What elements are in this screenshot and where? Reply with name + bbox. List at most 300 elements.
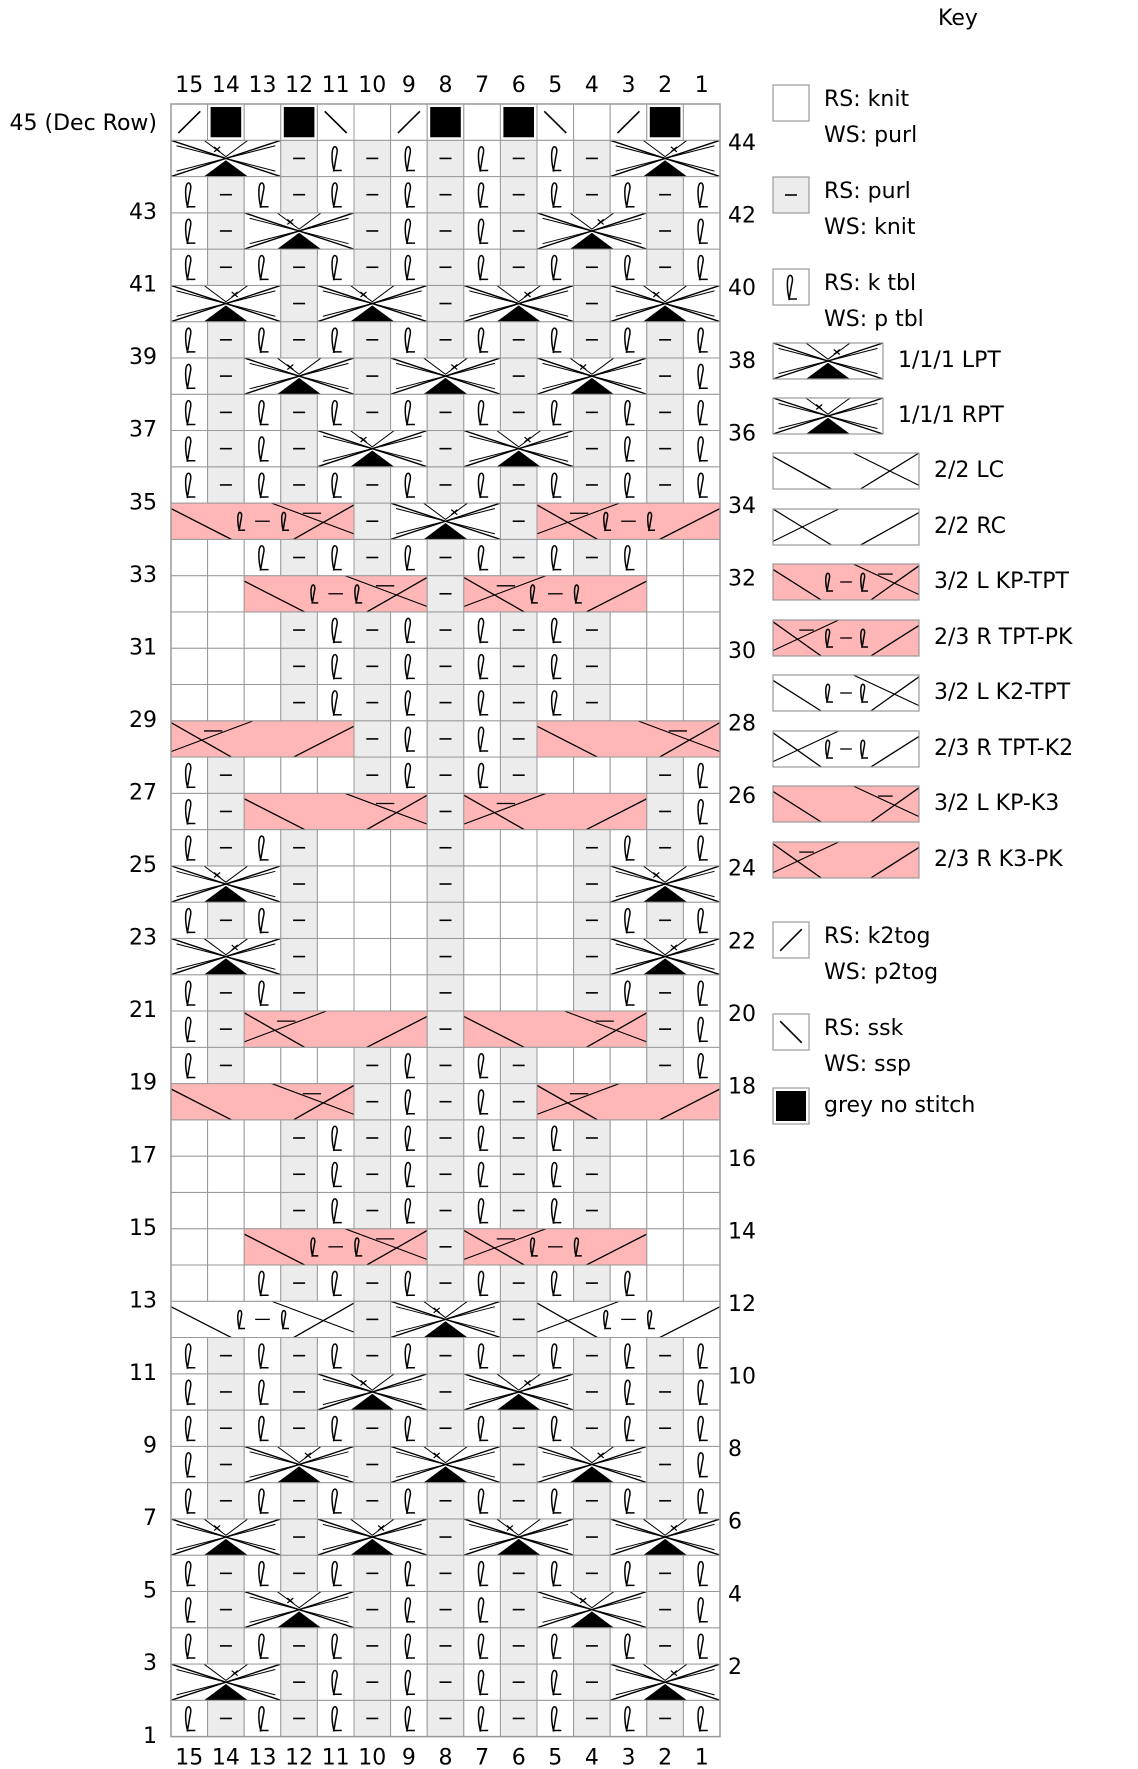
legend-label: 2/3 R K3-PK <box>934 847 1063 872</box>
chart-cell <box>391 830 428 866</box>
chart-cell <box>171 1338 208 1374</box>
chart-cell <box>610 467 647 503</box>
chart-cell <box>281 1700 318 1736</box>
chart-cell <box>647 1446 684 1482</box>
chart-cell <box>208 1410 245 1446</box>
chart-cell <box>427 757 464 793</box>
chart-cell <box>537 104 574 140</box>
chart-cell <box>500 503 537 539</box>
legend-symbol-ssk-icon <box>772 1013 810 1051</box>
row-label: 12 <box>728 1292 756 1318</box>
chart-cell <box>171 177 208 213</box>
chart-cell <box>647 1120 684 1156</box>
chart-cell <box>647 431 684 467</box>
chart-cell <box>317 1120 354 1156</box>
row-label: 30 <box>728 639 756 665</box>
chart-cell <box>647 1591 684 1627</box>
chart-cell <box>537 1700 574 1736</box>
legend-symbol-lk2tpt-icon <box>772 674 920 712</box>
chart-cell <box>500 140 537 176</box>
chart-cell <box>464 648 501 684</box>
chart-cell <box>354 830 391 866</box>
chart-cell <box>647 1700 684 1736</box>
chart-cell <box>610 431 647 467</box>
chart-cell <box>683 1483 720 1519</box>
chart-cell <box>354 1084 391 1120</box>
row-label: 38 <box>728 348 756 374</box>
chart-cell <box>500 539 537 575</box>
chart-cell <box>317 1156 354 1192</box>
chart-cell <box>317 1047 354 1083</box>
chart-cell <box>391 539 428 575</box>
chart-cell <box>244 177 281 213</box>
chart-cell <box>317 612 354 648</box>
row-label: 26 <box>728 784 756 810</box>
chart-cell <box>171 1192 208 1228</box>
chart-cell <box>647 1338 684 1374</box>
chart-cell <box>464 213 501 249</box>
chart-cell <box>537 1338 574 1374</box>
chart-cell <box>391 1120 428 1156</box>
chart-cell <box>281 539 318 575</box>
chart-cell <box>244 1591 354 1627</box>
chart-cell <box>208 1591 245 1627</box>
chart-cell <box>427 1591 464 1627</box>
chart-cell <box>500 1628 537 1664</box>
row-label: 14 <box>728 1219 756 1245</box>
chart-cell <box>427 322 464 358</box>
chart-cell <box>574 1483 611 1519</box>
chart-cell <box>537 249 574 285</box>
chart-cell <box>683 1265 720 1301</box>
chart-cell <box>427 1229 464 1265</box>
chart-cell <box>537 213 647 249</box>
chart-cell <box>391 1084 428 1120</box>
chart-cell <box>354 1555 391 1591</box>
chart-cell <box>317 1519 427 1555</box>
chart-cell <box>281 1410 318 1446</box>
chart-cell <box>500 1047 537 1083</box>
chart-cell <box>647 975 684 1011</box>
chart-cell <box>208 1483 245 1519</box>
chart-cell <box>281 1664 318 1700</box>
row-label: 22 <box>728 929 756 955</box>
column-label-bottom: 4 <box>584 1745 599 1769</box>
chart-cell <box>171 1700 208 1736</box>
chart-cell <box>391 503 501 539</box>
chart-cell <box>683 1047 720 1083</box>
column-label-bottom: 12 <box>285 1745 314 1769</box>
row-label: 42 <box>728 203 756 229</box>
chart-cell <box>500 830 537 866</box>
chart-cell <box>208 975 245 1011</box>
chart-cell <box>171 503 354 539</box>
chart-cell <box>610 612 647 648</box>
chart-cell <box>427 177 464 213</box>
chart-cell <box>427 1047 464 1083</box>
column-label-bottom: 3 <box>621 1745 636 1769</box>
chart-cell <box>171 612 208 648</box>
chart-cell <box>354 1156 391 1192</box>
chart-cell <box>171 648 208 684</box>
chart-cell <box>391 975 428 1011</box>
chart-cell <box>427 1374 464 1410</box>
legend-label: 3/2 L KP-K3 <box>934 791 1060 816</box>
row-label: 43 <box>129 200 157 226</box>
chart-cell <box>683 177 720 213</box>
chart-cell <box>537 177 574 213</box>
chart-cell <box>574 1265 611 1301</box>
chart-cell <box>354 938 391 974</box>
chart-cell <box>427 1265 464 1301</box>
chart-cell <box>208 358 245 394</box>
chart-cell <box>171 902 208 938</box>
chart-cell <box>464 177 501 213</box>
chart-cell <box>317 1374 427 1410</box>
chart-cell <box>574 1374 611 1410</box>
chart-cell <box>647 830 684 866</box>
chart-cell <box>244 467 281 503</box>
chart-cell <box>354 721 391 757</box>
row-label: 18 <box>728 1074 756 1100</box>
legend-label: WS: p tbl <box>824 307 924 332</box>
chart-cell <box>391 1483 428 1519</box>
chart-cell <box>574 830 611 866</box>
legend-symbol-lc22-icon <box>772 452 920 490</box>
chart-cell <box>537 140 574 176</box>
chart-cell <box>244 104 281 140</box>
chart-cell <box>647 249 684 285</box>
chart-cell <box>537 1156 574 1192</box>
chart-cell <box>391 1591 428 1627</box>
chart-cell <box>244 1700 281 1736</box>
chart-cell <box>171 1047 208 1083</box>
chart-cell <box>647 1192 684 1228</box>
chart-cell <box>244 1265 281 1301</box>
row-label: 40 <box>728 276 756 302</box>
chart-cell <box>427 684 464 720</box>
row-label: 13 <box>129 1288 157 1314</box>
column-label-bottom: 7 <box>475 1745 490 1769</box>
chart-cell <box>464 431 574 467</box>
chart-cell <box>610 1047 647 1083</box>
column-label-bottom: 15 <box>175 1745 204 1769</box>
chart-cell <box>574 1156 611 1192</box>
legend-label: WS: knit <box>824 215 916 240</box>
chart-cell <box>537 1410 574 1446</box>
chart-cell <box>391 249 428 285</box>
chart-cell <box>647 612 684 648</box>
column-label-bottom: 1 <box>694 1745 709 1769</box>
chart-cell <box>683 1156 720 1192</box>
legend-symbol-rtptk2-icon <box>772 730 920 768</box>
chart-cell <box>537 830 574 866</box>
chart-cell <box>537 1628 574 1664</box>
legend-label: 2/2 LC <box>934 458 1005 483</box>
chart-cell <box>317 902 354 938</box>
chart-cell <box>171 140 281 176</box>
chart-cell <box>317 1192 354 1228</box>
chart-cell <box>500 1120 537 1156</box>
chart-cell <box>171 1591 208 1627</box>
chart-cell <box>537 975 574 1011</box>
chart-cell <box>537 866 574 902</box>
chart-cell <box>244 975 281 1011</box>
chart-cell <box>537 1120 574 1156</box>
chart-cell <box>610 684 647 720</box>
chart-cell <box>683 576 720 612</box>
chart-cell <box>537 1591 647 1627</box>
chart-cell <box>500 648 537 684</box>
chart-cell <box>427 249 464 285</box>
chart-cell <box>647 684 684 720</box>
chart-cell <box>574 1519 611 1555</box>
chart-cell <box>464 394 501 430</box>
chart-cell <box>171 394 208 430</box>
chart-cell <box>464 285 574 321</box>
chart-cell <box>391 1446 501 1482</box>
chart-cell <box>647 322 684 358</box>
chart-cell <box>427 1011 464 1047</box>
chart-cell <box>647 177 684 213</box>
chart-cell <box>171 1483 208 1519</box>
chart-cell <box>683 1338 720 1374</box>
row-label: 32 <box>728 566 756 592</box>
column-label-top: 4 <box>584 73 599 98</box>
chart-cell <box>464 1410 501 1446</box>
chart-cell <box>574 249 611 285</box>
chart-cell <box>610 1483 647 1519</box>
chart-cell <box>610 322 647 358</box>
column-label-top: 11 <box>321 73 350 98</box>
chart-cell <box>281 104 318 140</box>
chart-cell <box>464 1229 647 1265</box>
chart-cell <box>317 140 354 176</box>
chart-cell <box>208 1229 245 1265</box>
chart-cell <box>317 1700 354 1736</box>
chart-cell <box>354 177 391 213</box>
chart-cell <box>683 1446 720 1482</box>
chart-cell <box>683 757 720 793</box>
chart-cell <box>427 1410 464 1446</box>
chart-cell <box>574 975 611 1011</box>
chart-cell <box>208 1120 245 1156</box>
chart-cell <box>208 1555 245 1591</box>
chart-cell <box>208 902 245 938</box>
row-label: 6 <box>728 1509 742 1535</box>
chart-cell <box>171 1301 354 1337</box>
chart-cell <box>354 104 391 140</box>
chart-cell <box>244 612 281 648</box>
chart-cell <box>610 1338 647 1374</box>
chart-cell <box>610 902 647 938</box>
chart-cell <box>244 1374 281 1410</box>
column-label-bottom: 9 <box>401 1745 416 1769</box>
chart-cell <box>427 431 464 467</box>
chart-cell <box>574 684 611 720</box>
chart-cell <box>464 866 501 902</box>
chart-cell <box>208 576 245 612</box>
chart-cell <box>500 902 537 938</box>
chart-cell <box>391 394 428 430</box>
chart-cell <box>281 467 318 503</box>
chart-cell <box>683 1374 720 1410</box>
chart-cell <box>317 866 354 902</box>
chart-cell <box>427 1519 464 1555</box>
chart-cell <box>391 1047 428 1083</box>
chart-cell <box>208 177 245 213</box>
legend-symbol-nostitch-icon <box>772 1087 810 1125</box>
chart-cell <box>574 648 611 684</box>
row-label: 19 <box>129 1070 157 1096</box>
chart-cell <box>683 902 720 938</box>
row-label: 3 <box>143 1651 157 1677</box>
row-label: 31 <box>129 635 157 661</box>
chart-cell <box>427 140 464 176</box>
chart-cell <box>464 721 501 757</box>
chart-cell <box>208 1338 245 1374</box>
chart-cell <box>427 612 464 648</box>
chart-cell <box>391 1301 501 1337</box>
chart-cell <box>317 1628 354 1664</box>
chart-cell <box>610 285 720 321</box>
chart-cell <box>208 757 245 793</box>
legend-label: 1/1/1 RPT <box>898 403 1004 428</box>
chart-cell <box>464 322 501 358</box>
chart-cell <box>281 394 318 430</box>
row-label: 7 <box>143 1506 157 1532</box>
chart-cell <box>391 721 428 757</box>
chart-cell <box>683 394 720 430</box>
chart-cell <box>500 213 537 249</box>
chart-cell <box>427 1555 464 1591</box>
chart-cell <box>427 938 464 974</box>
column-label-top: 2 <box>658 73 673 98</box>
chart-cell <box>208 467 245 503</box>
column-label-top: 5 <box>548 73 563 98</box>
chart-cell <box>208 648 245 684</box>
chart-cell <box>317 975 354 1011</box>
column-label-top: 13 <box>248 73 277 98</box>
chart-cell <box>500 249 537 285</box>
chart-cell <box>647 104 684 140</box>
chart-cell <box>427 539 464 575</box>
chart-cell <box>208 1156 245 1192</box>
chart-cell <box>208 104 245 140</box>
chart-cell <box>208 1011 245 1047</box>
chart-cell <box>354 1192 391 1228</box>
chart-cell <box>354 394 391 430</box>
chart-cell <box>647 1047 684 1083</box>
chart-cell <box>208 322 245 358</box>
chart-cell <box>537 1084 720 1120</box>
chart-cell <box>317 648 354 684</box>
chart-cell <box>683 684 720 720</box>
chart-cell <box>244 1555 281 1591</box>
chart-cell <box>208 539 245 575</box>
chart-cell <box>244 1120 281 1156</box>
chart-cell <box>464 1591 501 1627</box>
chart-cell <box>537 648 574 684</box>
chart-cell <box>464 1047 501 1083</box>
column-label-top: 9 <box>401 73 416 98</box>
chart-cell <box>208 249 245 285</box>
chart-cell <box>647 539 684 575</box>
legend-label: RS: k tbl <box>824 271 917 296</box>
chart-cell <box>244 431 281 467</box>
row-label: 29 <box>129 707 157 733</box>
chart-cell <box>464 684 501 720</box>
chart-cell <box>464 1011 647 1047</box>
chart-cell <box>537 539 574 575</box>
chart-cell <box>171 721 354 757</box>
chart-cell <box>317 285 427 321</box>
chart-cell <box>244 684 281 720</box>
chart-cell <box>574 1120 611 1156</box>
chart-cell <box>208 1628 245 1664</box>
chart-cell <box>281 902 318 938</box>
chart-cell <box>354 249 391 285</box>
chart-cell <box>208 684 245 720</box>
chart-cell <box>647 576 684 612</box>
chart-cell <box>500 1700 537 1736</box>
chart-cell <box>244 648 281 684</box>
chart-cell <box>317 177 354 213</box>
chart-cell <box>647 1265 684 1301</box>
chart-cell <box>500 1591 537 1627</box>
chart-cell <box>500 975 537 1011</box>
chart-cell <box>208 394 245 430</box>
chart-cell <box>171 1374 208 1410</box>
chart-cell <box>610 1555 647 1591</box>
row-label: 5 <box>143 1578 157 1604</box>
legend-symbol-rk3pk-icon <box>772 841 920 879</box>
legend-label: WS: p2tog <box>824 960 939 985</box>
legend-label: WS: ssp <box>824 1052 912 1077</box>
legend-label: RS: purl <box>824 179 911 204</box>
chart-cell <box>244 830 281 866</box>
column-label-top: 8 <box>438 73 453 98</box>
chart-cell <box>464 1374 574 1410</box>
chart-cell <box>281 1628 318 1664</box>
chart-cell <box>427 1338 464 1374</box>
column-label-bottom: 6 <box>511 1745 526 1769</box>
chart-cell <box>610 975 647 1011</box>
chart-cell <box>574 1628 611 1664</box>
chart-cell <box>317 539 354 575</box>
chart-cell <box>537 938 574 974</box>
chart-cell <box>171 757 208 793</box>
chart-cell <box>244 1483 281 1519</box>
chart-cell <box>610 757 647 793</box>
chart-cell <box>391 213 428 249</box>
chart-cell <box>500 1265 537 1301</box>
chart-cell <box>464 1192 501 1228</box>
chart-cell <box>171 1628 208 1664</box>
chart-cell <box>354 612 391 648</box>
chart-cell <box>391 1664 428 1700</box>
row-label: 34 <box>728 493 756 519</box>
chart-cell <box>500 1555 537 1591</box>
row-label: 27 <box>129 780 157 806</box>
chart-cell <box>208 1700 245 1736</box>
row-label: 1 <box>143 1723 157 1749</box>
chart-cell <box>610 1519 720 1555</box>
row-label: 20 <box>728 1001 756 1027</box>
column-label-top: 6 <box>511 73 526 98</box>
chart-cell <box>647 1483 684 1519</box>
row-label: 23 <box>129 925 157 951</box>
